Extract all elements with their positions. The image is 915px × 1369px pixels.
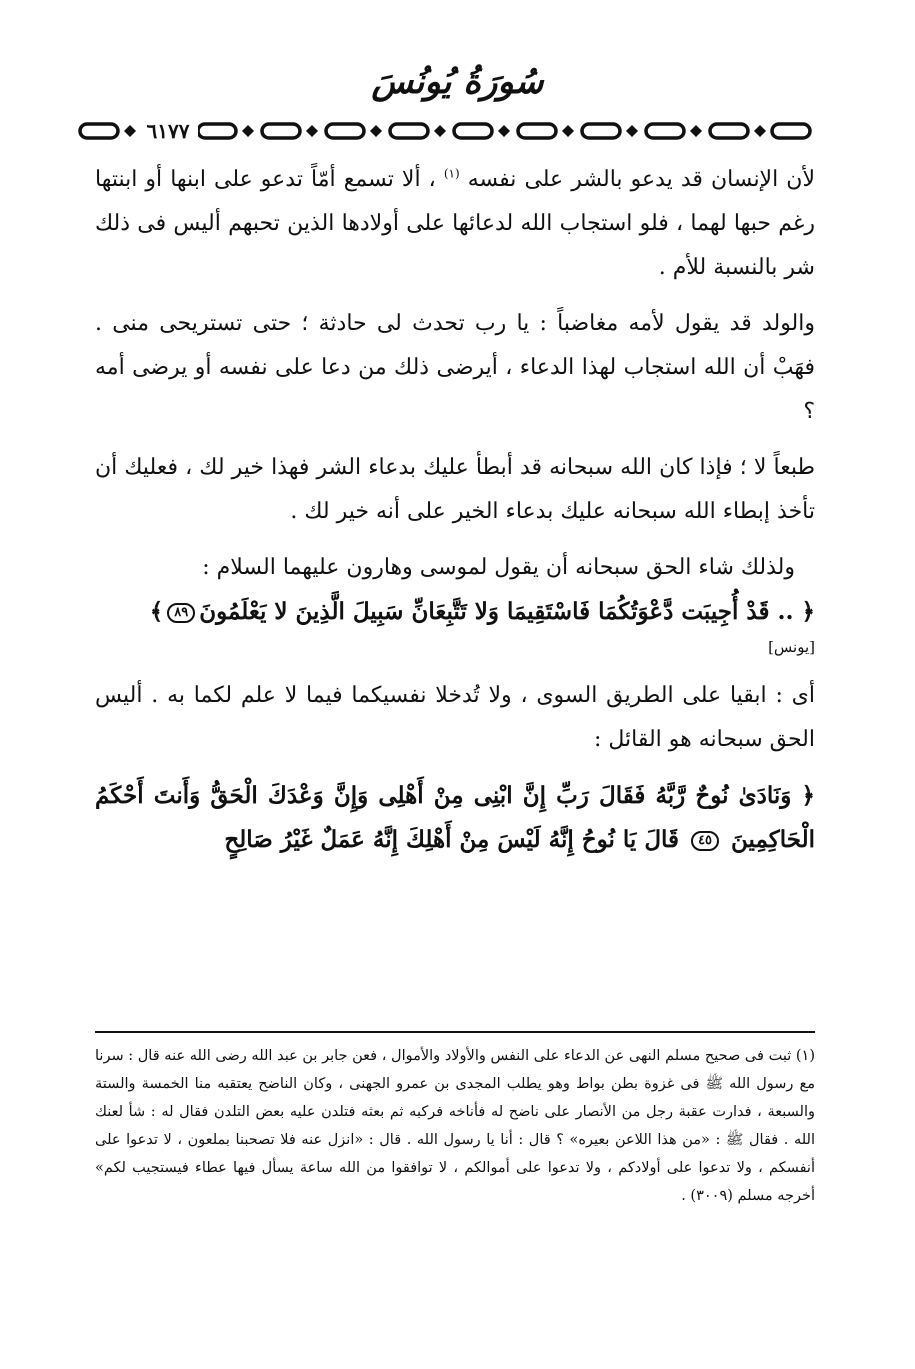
- main-text: [95, 158, 815, 874]
- footnote: (١) ثبت فى صحيح مسلم النهى عن الدعاء على النفس والأولاد والأموال ، فعن جابر بن عبد الله رضى الله عنه قال : سرنا مع رسول الله ﷺ فى غزوة بطن بواط وهو يطلب المجدى بن عمرو الجهنى ، وكان الناضح يعتقبه منا الخمسة والستة والسبعة ، فدارت عقبة رجل من الأنصار على ناضح له فأناخه فركبه ثم بعثه فتلدن عليه بعض التلدن فقال له : شأ لعنك الله . فقال ﷺ : «من هذا اللاعن بعيره» ؟ قال : أنا يا رسول الله . قال : «انزل عنه فلا تصحبنا بملعون ، لا تدعوا على أنفسكم ، ولا تدعوا على أولادكم ، ولا تدعوا على أموالكم ، لا توافقوا من الله ساعة يسأل فيها عطاء فيستجيب لكم» أخرجه مسلم (٣٠٠٩) .: [95, 1048, 816, 1204]
- page-number: ٦١٧٧: [138, 120, 198, 144]
- paragraph-2: والولد قد يقول لأمه مغاضباً : يا رب تحدث لى حادثة ؛ حتى تستريحى منى . فهَبْ أن الله استجاب لهذا الدعاء ، أيرضى ذلك من دعا على نفسه أو يرضى أمه ؟: [95, 311, 815, 424]
- paragraph-1: [95, 158, 815, 290]
- quran-verse-2: [95, 774, 815, 862]
- verse-number-badge: ٤٥: [691, 831, 719, 851]
- footnote-divider: [95, 1031, 815, 1033]
- verse-number-badge: ٨٩: [167, 603, 195, 623]
- verse-1-close-bracket: ﴾: [149, 598, 164, 625]
- verse-1-reference: [يونس]: [768, 638, 815, 656]
- surah-title: سُورَةُ يُونُسَ: [371, 62, 544, 102]
- verse-2-text: ﴿ وَنَادَىٰ نُوحٌ رَّبَّهُ فَقَالَ رَبِّ إِنَّ ابْنِى مِنْ أَهْلِى وَإِنَّ وَعْدَكَ الْحَقُّ وَأَنتَ أَحْكَمُ الْحَاكِمِينَ: [95, 782, 815, 853]
- verse-1-text: ﴿ .. قَدْ أُجِيبَت دَّعْوَتُكُمَا فَاسْتَقِيمَا وَلا تَتَّبِعَانِّ سَبِيلَ الَّذِينَ لا يَعْلَمُونَ: [199, 598, 815, 625]
- verse-2-rest: قَالَ يَا نُوحُ إِنَّهُ لَيْسَ مِنْ أَهْلِكَ إِنَّهُ عَمَلٌ غَيْرُ صَالِحٍ: [224, 826, 680, 853]
- paragraph-4: ولذلك شاء الحق سبحانه أن يقول لموسى وهارون عليهما السلام :: [202, 555, 795, 580]
- paragraph-5: أى : ابقيا على الطريق السوى ، ولا تُدخلا نفسيكما فيما لا علم لكما به . أليس الحق سبحانه هو القائل :: [95, 683, 815, 752]
- paragraph-1-text: لأن الإنسان قد يدعو بالشر على نفسه: [467, 167, 815, 192]
- paragraph-3: طبعاً لا ؛ فإذا كان الله سبحانه قد أبطأ عليك بدعاء الشر فهذا خير لك ، فعليك أن تأخذ إبطاء الله سبحانه عليك بدعاء الخير على أنه خير لك .: [95, 455, 815, 524]
- paragraph-1-rest: ، ألا تسمع أمّاً تدعو على ابنها أو ابنتها رغم حبها لهما ، فلو استجاب الله لدعائها على أولادها الذين تحبهم أليس فى ذلك شر بالنسبة للأم .: [95, 167, 815, 280]
- footnote-reference[interactable]: (١): [443, 166, 460, 181]
- quran-verse-1: [95, 590, 815, 634]
